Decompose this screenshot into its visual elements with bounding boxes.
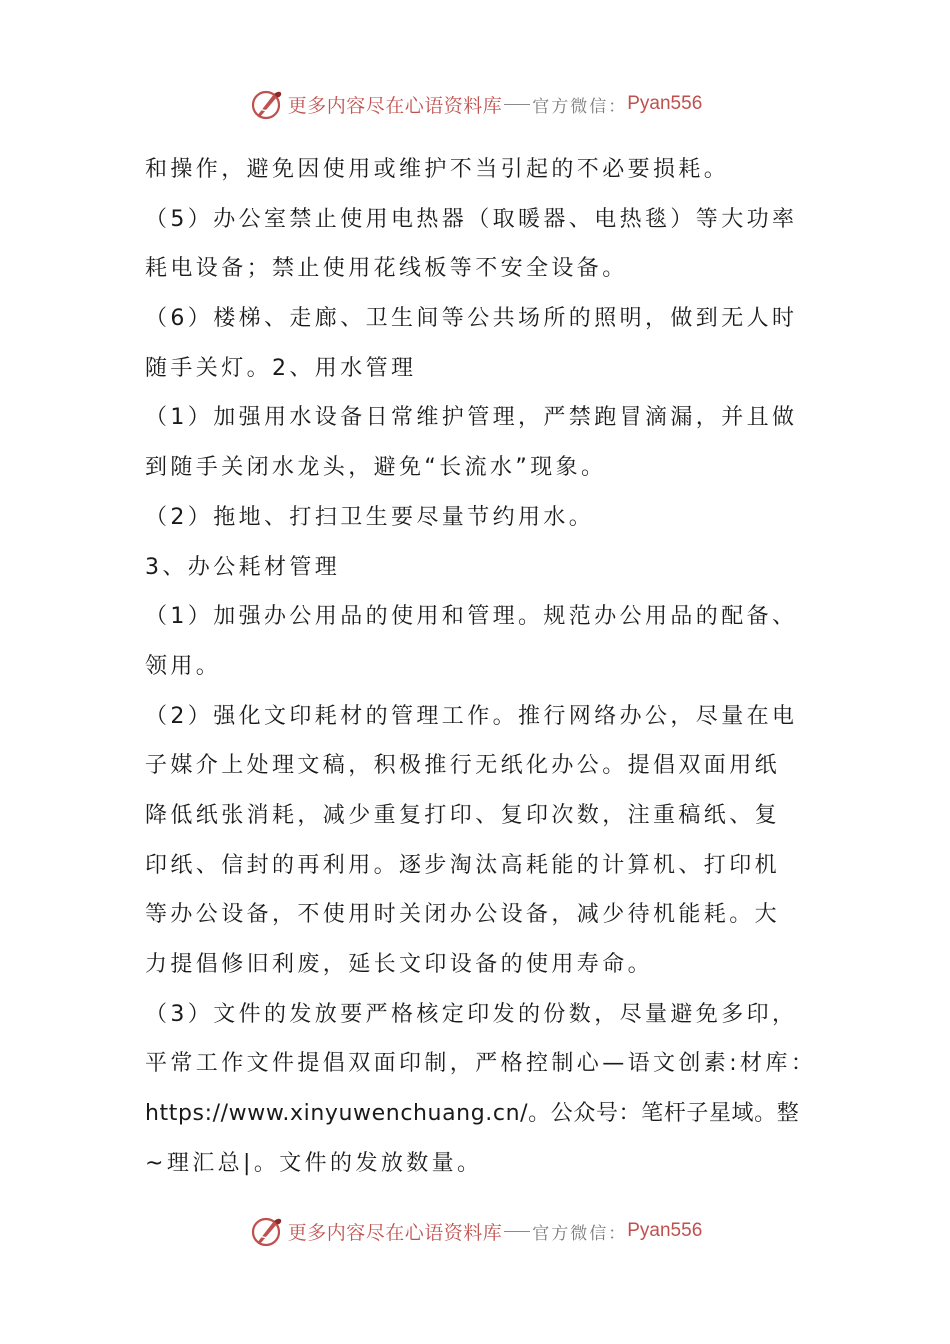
quill-pen-logo-icon — [248, 86, 284, 122]
watermark-footer — [0, 1211, 950, 1251]
text-line: （1）加强用水设备日常维护管理，严禁跑冒滴漏，并且做 — [145, 405, 798, 431]
text-line: 平常工作文件提倡双面印制，严格控制心—语文创素:材库： — [145, 1051, 817, 1077]
text-line: （2）拖地、打扫卫生要尽量节约用水。 — [145, 504, 595, 530]
quill-pen-logo-icon — [248, 1213, 284, 1249]
text-line: 领用。 — [145, 653, 222, 679]
text-line: （5）办公室禁止使用电热器（取暖器、电热毯）等大功率 — [145, 206, 798, 232]
watermark-wechat-id: Pyan556 — [627, 1220, 703, 1241]
text-line: ~理汇总|。文件的发放数量。 — [145, 1150, 483, 1176]
watermark-header — [0, 84, 950, 124]
text-line: 等办公设备，不使用时关闭办公设备，减少待机能耗。大 — [145, 902, 781, 928]
watermark-wechat-id: Pyan556 — [627, 93, 703, 114]
text-line: 力提倡修旧利废，延长文印设备的使用寿命。 — [145, 952, 654, 977]
text-line: （3）文件的发放要严格核定印发的份数，尽量避免多印， — [145, 1001, 798, 1027]
text-line: 印纸、信封的再利用。逐步淘汰高耗能的计算机、打印机 — [145, 852, 781, 878]
section-heading: 3、办公耗材管理 — [145, 554, 341, 580]
text-line: （1）加强办公用品的使用和管理。规范办公用品的配备、 — [145, 604, 798, 630]
text-line: 降低纸张消耗，减少重复打印、复印次数，注重稿纸、复 — [145, 802, 781, 828]
watermark-brand-text: 更多内容尽在心语资料库 — [287, 1221, 503, 1244]
watermark-official-label: 官方微信： — [532, 96, 628, 117]
watermark-brand-text: 更多内容尽在心语资料库 — [287, 94, 503, 117]
watermark-official-label: 官方微信： — [532, 1223, 628, 1244]
text-line-url: https://www.xinyuwenchuang.cn/。公众号：笔杆子星域。整 — [145, 1101, 800, 1127]
text-line: 子媒介上处理文稿，积极推行无纸化办公。提倡双面用纸 — [145, 753, 781, 779]
text-line: 耗电设备；禁止使用花线板等不安全设备。 — [145, 256, 628, 282]
text-line: 到随手关闭水龙头，避免“长流水”现象。 — [145, 455, 607, 481]
text-line: 和操作，避免因使用或维护不当引起的不必要损耗。 — [145, 157, 730, 182]
text-line: 随手关灯。2、用水管理 — [145, 355, 417, 381]
text-line: （2）强化文印耗材的管理工作。推行网络办公，尽量在电 — [145, 703, 798, 729]
watermark-dash — [504, 1231, 530, 1232]
document-body — [145, 145, 815, 1188]
watermark-dash — [504, 104, 530, 105]
text-line: （6）楼梯、走廊、卫生间等公共场所的照明，做到无人时 — [145, 306, 798, 332]
